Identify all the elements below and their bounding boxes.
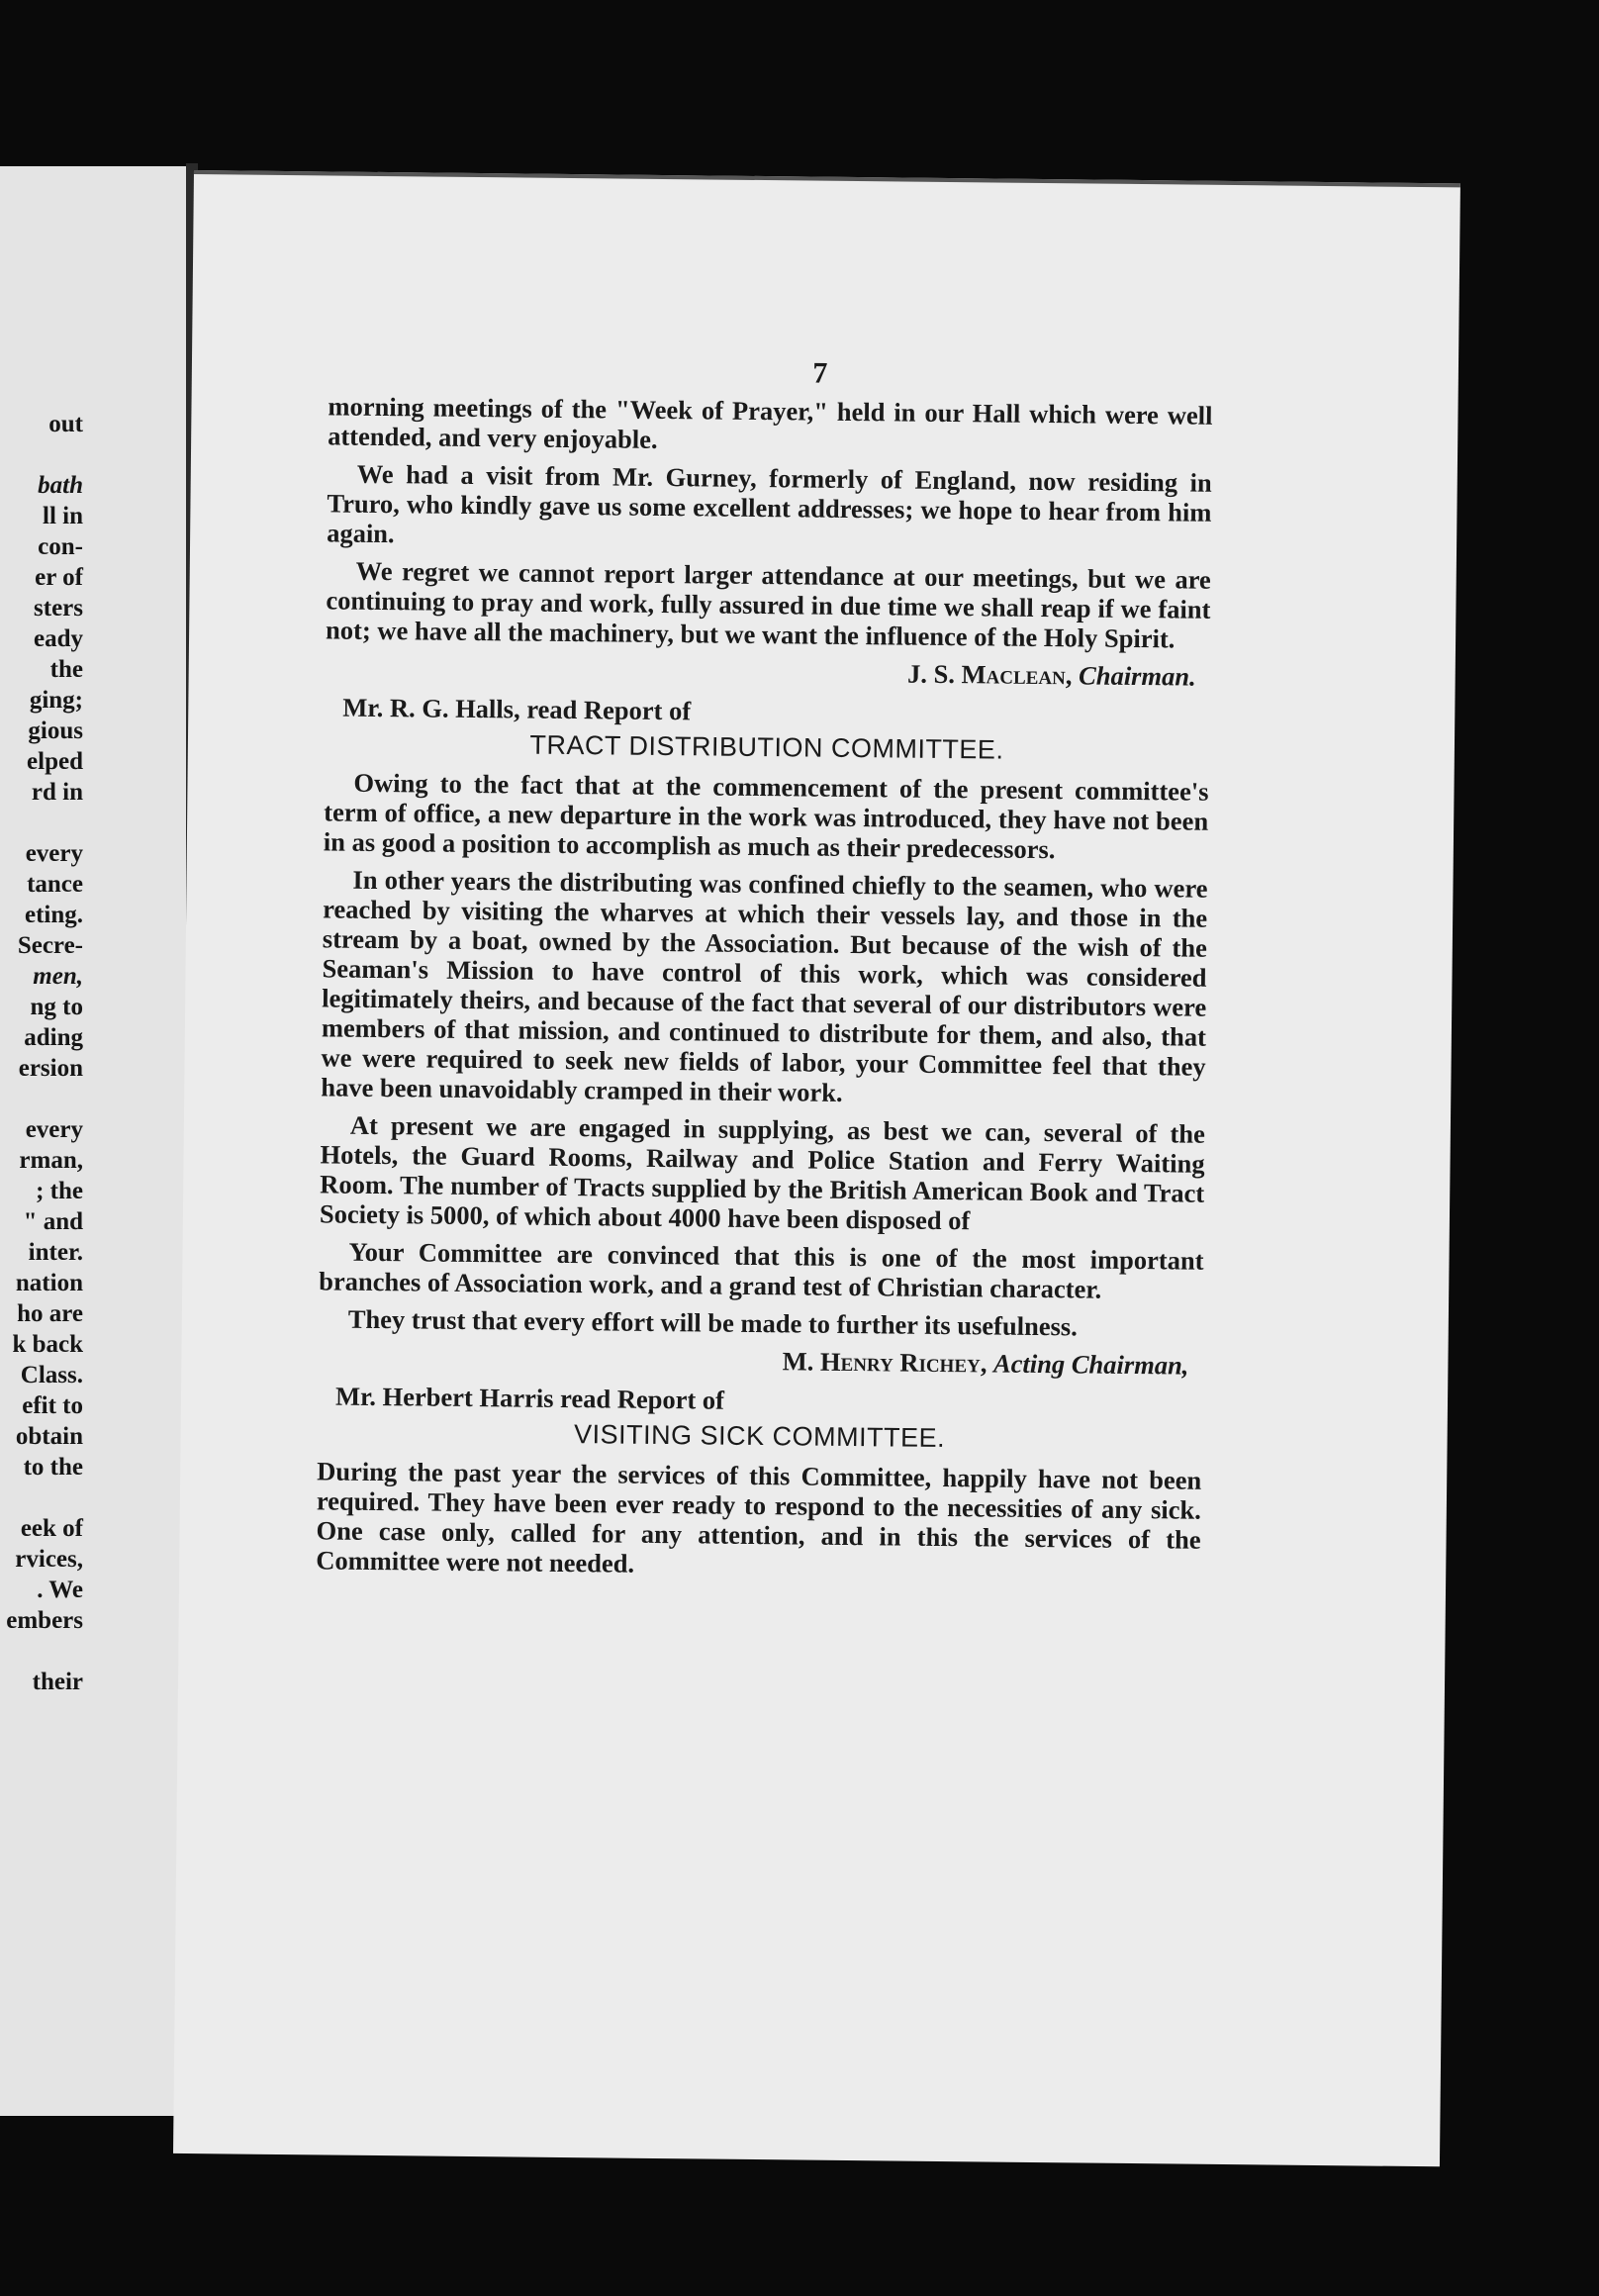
section-heading-tract: TRACT DISTRIBUTION COMMITTEE. xyxy=(529,729,1004,765)
left-page-fragment xyxy=(0,439,83,470)
left-page-text xyxy=(0,409,83,1697)
left-page-fragment: ll in xyxy=(43,503,83,529)
left-page-fragment: ging; xyxy=(29,687,83,714)
left-page-fragment: out xyxy=(48,411,83,437)
signature-chairman xyxy=(326,652,1196,691)
left-page-fragment: to the xyxy=(23,1454,83,1481)
page-content xyxy=(316,353,1213,1591)
left-page-fragment: efit to xyxy=(22,1392,83,1419)
left-page-fragment: their xyxy=(32,1669,83,1695)
left-page-fragment: embers xyxy=(6,1607,83,1634)
left-page-fragment: con- xyxy=(38,533,83,560)
left-page-fragment: ho are xyxy=(17,1300,83,1327)
left-page-fragment xyxy=(0,1636,83,1667)
signature-role: Acting Chairman, xyxy=(992,1348,1189,1381)
left-page-fragment: ; the xyxy=(36,1178,83,1204)
left-page-fragment: rvices, xyxy=(15,1546,83,1573)
signature-acting-chairman xyxy=(318,1341,1188,1380)
left-page-fragment: bath xyxy=(38,472,83,499)
paragraph: During the past year the services of this Committee, happily have not been required. They have been ever ready to respond to the necessities of any sick. One case only, called for any attention, and in this the services of the Committee were not needed. xyxy=(316,1456,1202,1578)
left-page-fragment: eady xyxy=(34,625,83,652)
left-page-fragment: Secre- xyxy=(17,932,83,959)
main-page xyxy=(173,170,1460,2166)
left-page-fragment: gious xyxy=(28,718,83,744)
left-page-fragment: ersion xyxy=(18,1055,83,1082)
left-page-fragment: eting. xyxy=(24,902,83,928)
left-page-fragment: sters xyxy=(34,595,83,622)
paragraph: We had a visit from Mr. Gurney, formerly of England, now residing in Truro, who kindly gave us some excellent addresses; we hope to hear from him again. xyxy=(327,458,1212,549)
left-page-fragment: ading xyxy=(24,1024,83,1051)
left-page xyxy=(0,166,192,2116)
page-number: 7 xyxy=(812,356,828,390)
section-heading-sick: VISITING SICK COMMITTEE. xyxy=(573,1419,946,1454)
left-page-fragment: men, xyxy=(33,963,83,990)
left-page-fragment: every xyxy=(25,840,83,867)
paragraph: morning meetings of the "Week of Prayer," held in our Hall which were well attended, and very enjoyable. xyxy=(328,391,1213,454)
left-page-fragment: . We xyxy=(37,1577,83,1603)
left-page-fragment: nation xyxy=(15,1270,83,1296)
signature-role: Chairman. xyxy=(1078,660,1196,692)
left-page-fragment: every xyxy=(25,1116,83,1143)
left-page-fragment: eek of xyxy=(20,1515,83,1542)
left-page-fragment: the xyxy=(49,656,83,683)
report-intro: Mr. R. G. Halls, read Report of xyxy=(342,692,692,726)
paragraph: Owing to the fact that at the commencement of the present committee's term of office, a new departure in the work was introduced, they have not been in as good a position to accomplish as much as their predecessors. xyxy=(323,767,1209,865)
left-page-fragment: " and xyxy=(23,1208,83,1235)
paragraph: Your Committee are convinced that this is one of the most important branches of Association work, and a grand test of Christian character. xyxy=(319,1236,1204,1304)
signature-name: M. Henry Richey, xyxy=(782,1346,988,1379)
paragraph: At present we are engaged in supplying, as best we can, several of the Hotels, the Guard Rooms, Railway and Police Station and Ferry Waiting Room. The number of Tracts supplied by the British American Book and Tract Society is 5000, of which about 4000 have been disposed of xyxy=(319,1109,1206,1236)
paragraph: In other years the distributing was confined chiefly to the seamen, who were reached by visiting the wharves at which their vessels lay, and those in the stream by a boat, owned by the Association. But because of the wish of the Seaman's Mission to have control of this work, which was considered legitimately theirs, and because of the fact that several of our distributors were members of that mission, and continued to distribute for them, and also, that we were required to seek new fields of labor, your Committee feel that they have been unavoidably cramped in their work. xyxy=(321,864,1208,1107)
signature-name: J. S. Maclean, xyxy=(906,658,1073,691)
left-page-fragment xyxy=(0,1483,83,1513)
left-page-fragment xyxy=(0,1084,83,1114)
left-page-fragment: elped xyxy=(27,748,83,775)
left-page-fragment: er of xyxy=(35,564,83,591)
left-page-fragment: inter. xyxy=(28,1239,83,1266)
left-page-fragment: rd in xyxy=(31,779,83,806)
left-page-fragment xyxy=(0,808,83,838)
left-page-fragment: k back xyxy=(12,1331,83,1358)
report-intro: Mr. Herbert Harris read Report of xyxy=(334,1381,725,1415)
left-page-fragment: Class. xyxy=(20,1362,83,1388)
left-page-fragment: rman, xyxy=(19,1147,83,1174)
left-page-fragment: tance xyxy=(27,871,83,898)
left-page-fragment: obtain xyxy=(15,1423,83,1450)
paragraph: They trust that every effort will be made to further its usefulness. xyxy=(347,1303,1078,1342)
left-page-fragment: ng to xyxy=(30,994,83,1020)
paragraph: We regret we cannot report larger attendance at our meetings, but we are continuing to pray and work, fully assured in due time we shall reap if we faint not; we have all the machinery, but we want the influence of the Holy Spirit. xyxy=(325,555,1211,654)
